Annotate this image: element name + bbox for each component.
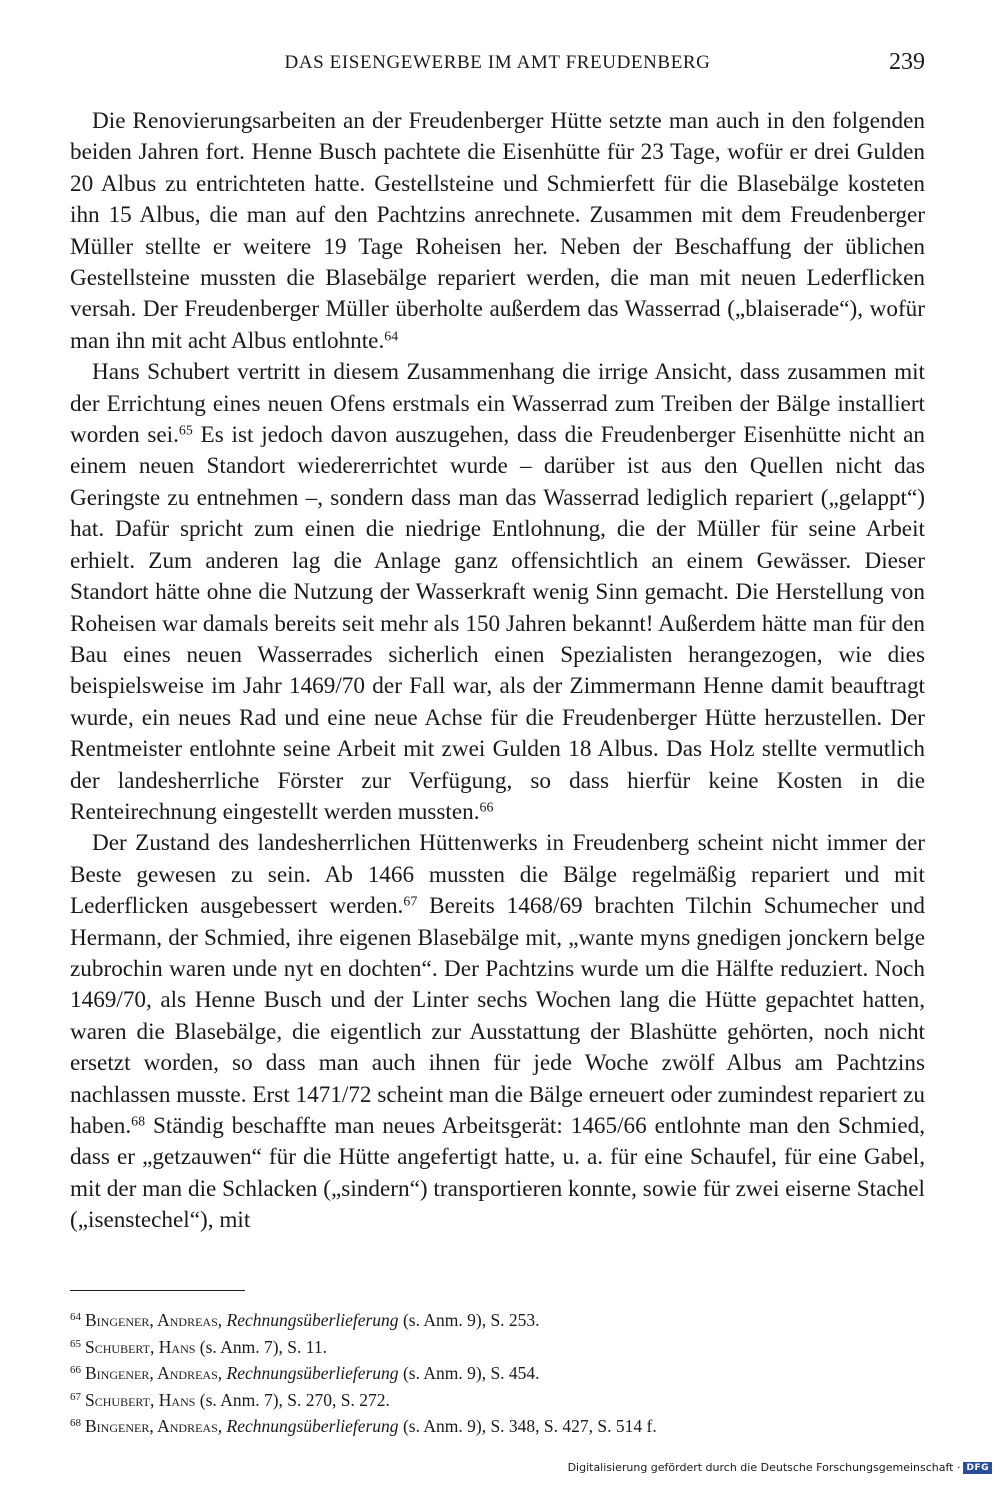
body-text [70,106,925,1237]
footnote-marker: 68 [131,1114,146,1130]
footnote-number: 64 [70,1311,81,1323]
footnote-ref: (s. Anm. 9), S. 348, S. 427, S. 514 f. [398,1416,657,1437]
footnote-marker: 64 [384,329,399,345]
credit-text: Digitalisierung gefördert durch die Deutsche Forschungsgemeinschaft · [567,1461,961,1474]
paragraph-3 [70,828,925,1236]
footnote-number: 67 [70,1390,81,1403]
footnote-ref: (s. Anm. 7), S. 11. [195,1336,328,1357]
paragraph-1 [70,106,925,357]
footnote-title: Rechnungsüberlieferung [226,1310,399,1330]
paragraph-text: Bereits 1468/69 brachten Tilchin Schumecher und Hermann, der Schmied, ihre eigenen Blasebälge mit, „wante myns gnedigen jonckern belge zubrochin waren unde nyt en dochten“. Der Pachtzins wurde um die Hälfte reduziert. Noch 1469/70, als Henne Busch und der Linter sechs Wochen lang die Hütte gepachtet hatten, waren die Blasebälge, die eigentlich zur Ausstattung der Blashütte gehörten, noch nicht ersetzt worden, so dass man auch ihnen für jede Woche zwölf Albus am Pachtzins nachlassen musste. Erst 1471/72 scheint man die Bälge erneuert oder zumindest repariert zu haben. [70,893,925,1139]
digitization-credit [568,1461,992,1474]
footnote [70,1333,925,1360]
paragraph-text: Ständig beschaffte man neues Arbeitsgerät: 1465/66 entlohnte man den Schmied, dass er „getzauwen“ für die Hütte angefertigt hatte, u. a. für eine Schaufel, für eine Gabel, mit der man die Schlacken („sindern“) transportieren konnte, sowie für zwei eiserne Stachel („isenstechel“), mit [70,1113,925,1234]
paragraph-text: Es ist jedoch davon auszugehen, dass die Freudenberger Eisenhütte nicht an einem neuen Standort wiedererrichtet wurde – darüber ist aus den Quellen nicht das Geringste zu entnehmen –, sondern dass man das Wasserrad lediglich repariert („gelappt“) hat. Dafür spricht zum einen die niedrige Entlohnung, die der Müller für seine Arbeit erhielt. Zum anderen lag die Anlage ganz offensichtlich an einem Gewässer. Dieser Standort hätte ohne die Nutzung der Wasserkraft wenig Sinn gemacht. Die Herstellung von Roheisen war damals bereits seit mehr als 150 Jahren bekannt! Außerdem hätte man für den Bau eines neuen Wasserrades sicherlich einen Spezialisten herangezogen, wie dies beispielsweise im Jahr 1469/70 der Fall war, als der Zimmermann Henne damit beauftragt wurde, ein neues Rad und eine neue Achse für die Freudenberger Hütte herzustellen. Der Rentmeister entlohnte seine Arbeit mit zwei Gulden 18 Albus. Das Holz stellte vermutlich der landesherrliche Förster zur Verfügung, so dass hierfür keine Kosten in die Renteirechnung eingestellt werden mussten. [70,422,925,825]
footnote-author: Bingener, Andreas [85,1363,218,1384]
page-header [70,49,925,82]
footnote-number: 66 [70,1364,81,1377]
footnote-ref: (s. Anm. 9), S. 454. [398,1363,540,1384]
footnote-author: Schubert, Hans [85,1389,196,1410]
running-title: DAS EISENGEWERBE IM AMT FREUDENBERG [284,52,711,73]
paragraph-text: Der Zustand des landesherrlichen Hüttenwerks in Freudenberg scheint nicht immer der Beste gewesen zu sein. Ab 1466 mussten die Bälge regelmäßig repariert und mit Lederflicken ausgebessert werden. [70,830,925,920]
footnote-marker: 65 [178,423,193,439]
dfg-logo: DFG [963,1462,992,1474]
footnote [70,1386,925,1413]
footnote-ref: (s. Anm. 7), S. 270, S. 272. [195,1389,390,1410]
footnote: $^{68}$ Bingener, Andreas, Rechnungsüberlieferung (s. Anm. 9), S. 348, S. 427, S. 514 f. [70,1416,657,1437]
footnote-author: Bingener, Andreas [85,1416,218,1437]
footnotes [70,1306,925,1439]
page-number: 239 [889,49,925,75]
footnote-ref: (s. Anm. 9), S. 253. [398,1310,540,1330]
footnote-marker: 66 [479,800,494,816]
footnote-number: 68 [70,1417,81,1430]
paragraph-text: Die Renovierungsarbeiten an der Freudenberger Hütte setzte man auch in den folgenden beiden Jahren fort. Henne Busch pachtete die Eisenhütte für 23 Tage, wofür er drei Gulden 20 Albus zu entrichteten hatte. Gestellsteine und Schmierfett für die Blasebälge kosteten ihn 15 Albus, die man auf den Pachtzins anrechnete. Zusammen mit dem Freudenberger Müller stellte er weitere 19 Tage Roheisen her. Neben der Beschaffung der üblichen Gestellsteine mussten die Blasebälge repariert werden, die man mit neuen Lederflicken versah. Der Freudenberger Müller überholte außerdem das Wasserrad („blaiserade“), wofür man ihn mit acht Albus entlohnte. [70,108,925,354]
paragraph-2 [70,357,925,828]
footnote-title: Rechnungsüberlieferung [226,1363,399,1384]
footnote: $^{64}$ Bingener, Andreas, Rechnungsüberlieferung (s. Anm. 9), S. 253. [70,1310,540,1330]
footnote-divider [70,1290,245,1291]
footnote-marker: 67 [403,894,418,910]
footnote-author: Schubert, Hans [85,1336,196,1357]
footnote-title: Rechnungsüberlieferung [226,1416,399,1437]
footnote-author: Bingener, Andreas [85,1310,218,1330]
footnote-number: 65 [70,1337,81,1350]
footnote: $^{66}$ Bingener, Andreas, Rechnungsüberlieferung (s. Anm. 9), S. 454. [70,1363,540,1384]
paragraph-text: Hans Schubert vertritt in diesem Zusammenhang die irrige Ansicht, dass zusammen mit der Errichtung eines neuen Ofens erstmals ein Wasserrad zum Treiben der Bälge installiert worden sei. [70,359,925,449]
